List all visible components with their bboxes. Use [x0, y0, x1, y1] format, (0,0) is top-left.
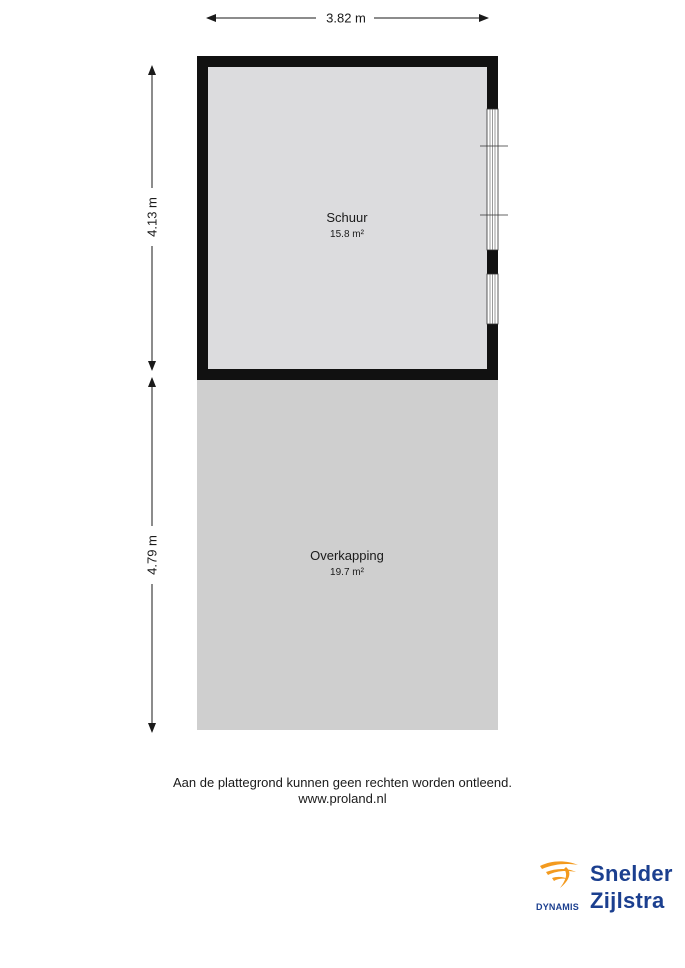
logo-word-snelder: Snelder [590, 861, 673, 886]
disclaimer-text: Aan de plattegrond kunnen geen rechten worden ontleend. [173, 775, 512, 790]
width-label: 3.82 m [326, 10, 366, 26]
website-link[interactable]: www.proland.nl [298, 791, 387, 806]
overkapping-height-label: 4.79 m [144, 535, 160, 575]
room-area: 19.7 m² [330, 567, 364, 578]
room-name: Schuur [326, 210, 368, 225]
window-single [487, 274, 498, 324]
schuur-height-label: 4.13 m [144, 197, 160, 237]
snelder-zijlstra-logo [536, 858, 676, 918]
dimension-schuur-height [145, 66, 160, 370]
room-name: Overkapping [310, 548, 384, 563]
dimension-overkapping-height [145, 378, 160, 732]
room-area: 15.8 m² [330, 229, 364, 240]
logo-tagline: DYNAMIS [536, 902, 579, 912]
swoosh-icon [536, 858, 582, 892]
dimension-width [207, 11, 488, 26]
logo-word-zijlstra: Zijlstra [590, 888, 665, 913]
